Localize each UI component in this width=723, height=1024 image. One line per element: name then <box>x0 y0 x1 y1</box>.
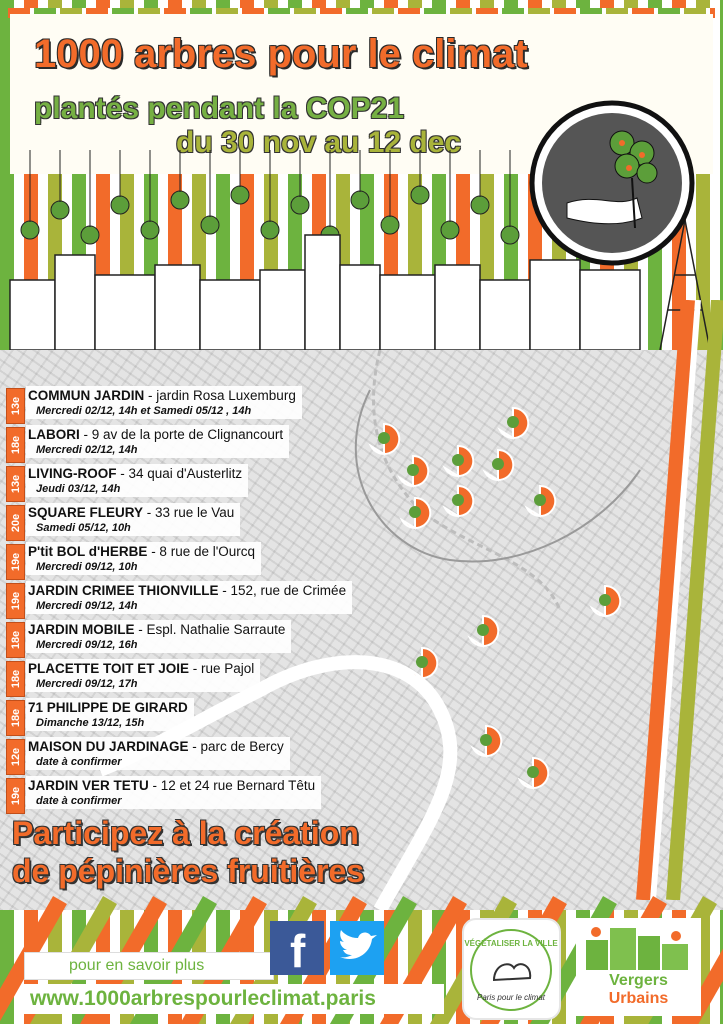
event-place: - 9 av de la porte de Clignancourt <box>79 427 284 442</box>
vergers-text: Vergers <box>609 972 668 989</box>
event-item[interactable] <box>6 581 386 620</box>
arrondissement-badge: 18e <box>6 622 25 658</box>
event-item[interactable] <box>6 386 386 425</box>
event-item[interactable] <box>6 542 386 581</box>
website-url[interactable]: www.1000arbrespourleclimat.paris <box>30 987 376 1010</box>
arrondissement-badge: 18e <box>6 427 25 463</box>
event-item[interactable] <box>6 503 386 542</box>
event-date: Samedi 05/12, 10h <box>36 522 131 534</box>
cta-line-1: Participez à la création <box>12 815 359 851</box>
map-pin[interactable] <box>441 444 475 478</box>
facebook-icon[interactable] <box>270 921 324 975</box>
map-pin[interactable] <box>466 614 500 648</box>
event-place: - 152, rue de Crimée <box>218 583 347 598</box>
event-date: Mercredi 02/12, 14h <box>36 444 138 456</box>
event-place: - rue Pajol <box>189 661 255 676</box>
event-name: JARDIN CRIMEE THIONVILLE <box>28 583 219 598</box>
event-item[interactable] <box>6 776 386 815</box>
vegetaliser-la-ville-logo <box>462 918 561 1020</box>
event-item[interactable] <box>6 620 386 659</box>
event-item[interactable] <box>6 425 386 464</box>
hand-holding-tree-logo <box>527 98 697 268</box>
vegetaliser-bottom-text: Paris pour le climat <box>476 993 546 1002</box>
event-place: - jardin Rosa Luxemburg <box>144 388 296 403</box>
map-pin[interactable] <box>523 484 557 518</box>
map-pin[interactable] <box>441 484 475 518</box>
poster-subtitle: plantés pendant la COP21 <box>34 92 405 125</box>
event-date: Mercredi 09/12, 10h <box>36 561 138 573</box>
event-place: - 33 rue le Vau <box>143 505 235 520</box>
event-name: PLACETTE TOIT ET JOIE <box>28 661 190 676</box>
event-name: LIVING-ROOF <box>28 466 117 481</box>
website-link[interactable] <box>24 984 444 1014</box>
more-info-text: pour en savoir plus <box>69 957 205 974</box>
arrondissement-badge: 13e <box>6 466 25 502</box>
event-name: MAISON DU JARDINAGE <box>28 739 189 754</box>
poster-dates: du 30 nov au 12 dec <box>176 126 462 159</box>
event-place: - 8 rue de l'Ourcq <box>147 544 256 559</box>
event-name: P'tit BOL d'HERBE <box>28 544 148 559</box>
arrondissement-badge: 19e <box>6 778 25 814</box>
event-place: - Espl. Nathalie Sarraute <box>134 622 286 637</box>
arrondissement-badge: 13e <box>6 388 25 424</box>
events-list <box>6 386 386 815</box>
urbains-text: Urbains <box>608 990 669 1007</box>
vergers-urbains-logo <box>576 918 701 1016</box>
event-date: date à confirmer <box>36 756 122 768</box>
more-info-label <box>24 952 274 980</box>
event-date: Mercredi 09/12, 14h <box>36 600 138 612</box>
event-item[interactable] <box>6 659 386 698</box>
arrondissement-badge: 19e <box>6 583 25 619</box>
event-date: Mercredi 09/12, 17h <box>36 678 138 690</box>
event-item[interactable] <box>6 464 386 503</box>
map-pin[interactable] <box>516 756 550 790</box>
map-pin[interactable] <box>496 406 530 440</box>
event-name: COMMUN JARDIN <box>28 388 145 403</box>
call-to-action <box>12 814 364 890</box>
map-pin[interactable] <box>469 724 503 758</box>
event-date: date à confirmer <box>36 795 122 807</box>
event-date: Dimanche 13/12, 15h <box>36 717 145 729</box>
twitter-icon[interactable] <box>330 921 384 975</box>
event-item[interactable] <box>6 737 386 776</box>
map-pin[interactable] <box>396 454 430 488</box>
map-pin[interactable] <box>398 496 432 530</box>
event-place: - parc de Bercy <box>188 739 284 754</box>
cta-line-2: de pépinières fruitières <box>12 853 365 889</box>
side-stripes-decoration <box>603 300 723 900</box>
event-name: 71 PHILIPPE DE GIRARD <box>28 700 188 715</box>
event-name: JARDIN MOBILE <box>28 622 135 637</box>
arrondissement-badge: 20e <box>6 505 25 541</box>
event-name: SQUARE FLEURY <box>28 505 144 520</box>
event-date: Jeudi 03/12, 14h <box>36 483 121 495</box>
svg-text:f: f <box>290 925 306 975</box>
event-date: Mercredi 02/12, 14h et Samedi 05/12 , 14h <box>36 405 252 417</box>
arrondissement-badge: 19e <box>6 544 25 580</box>
vegetaliser-top-text: VÉGÉTALISER LA VILLE <box>464 939 558 948</box>
map-pin[interactable] <box>405 646 439 680</box>
poster-title: 1000 arbres pour le climat <box>34 32 528 76</box>
event-name: JARDIN VER TETU <box>28 778 149 793</box>
arrondissement-badge: 18e <box>6 661 25 697</box>
map-pin[interactable] <box>481 448 515 482</box>
arrondissement-badge: 12e <box>6 739 25 775</box>
event-name: LABORI <box>28 427 80 442</box>
event-place: - 12 et 24 rue Bernard Têtu <box>148 778 316 793</box>
arrondissement-badge: 18e <box>6 700 25 736</box>
event-place: - 34 quai d'Austerlitz <box>116 466 243 481</box>
event-date: Mercredi 09/12, 16h <box>36 639 138 651</box>
event-item[interactable] <box>6 698 386 737</box>
